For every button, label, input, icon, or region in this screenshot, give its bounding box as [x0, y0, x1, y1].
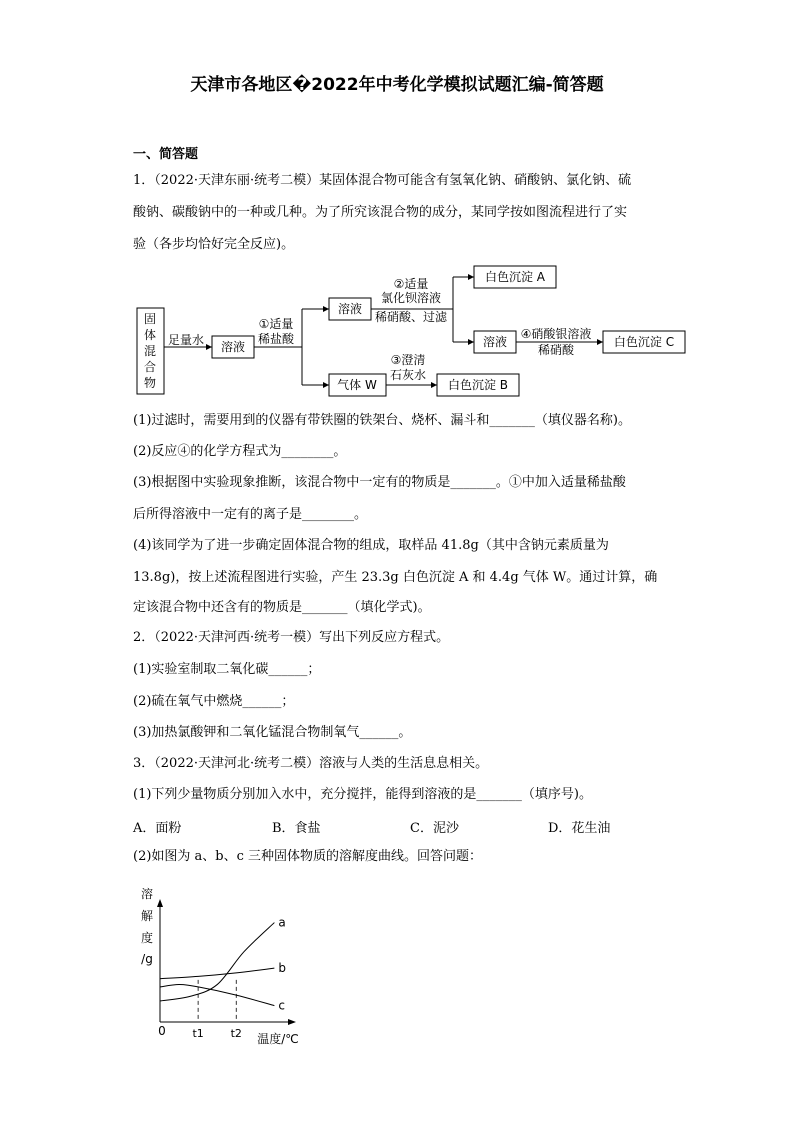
option-d: D．花生油 — [548, 821, 611, 836]
solid-char: 混 — [143, 344, 157, 358]
option-b: B．食盐 — [272, 821, 321, 836]
curve-label-c: c — [278, 998, 285, 1013]
q1-part4-line2: 13.8g)，按上述流程图进行实验，产生 23.3g 白色沉淀 A 和 4.4g 气体 W。通过计算，确 — [133, 570, 658, 585]
q2-part1: (1)实验室制取二氧化碳______； — [133, 662, 321, 677]
precip-c-label: 白色沉淀 C — [613, 335, 675, 349]
solid-char: 合 — [143, 360, 157, 374]
q1-text-line2: 酸钠、碳酸钠中的一种或几种。为了所究该混合物的成分，某同学按如图流程进行了实 — [133, 205, 628, 220]
water-label: 足量水 — [167, 333, 205, 347]
q1-text-line3: 验（各步均恰好完全反应)。 — [133, 237, 295, 252]
arrowhead — [431, 382, 437, 388]
x-axis-arrow — [288, 1019, 296, 1025]
step2-reagent-2: 稀硝酸、过滤 — [374, 310, 448, 324]
solution2-label: 溶液 — [337, 302, 363, 316]
solubility-chart — [141, 886, 299, 1046]
q1-part4-line1: (4)该同学为了进一步确定固体混合物的组成，取样品 41.8g（其中含钠元素质量为 — [133, 538, 609, 553]
step4-label: ④硝酸银溶液 — [520, 327, 592, 341]
q1-part3-line1: (3)根据图中实验现象推断，该混合物中一定有的物质是_______。①中加入适量稀盐酸 — [133, 475, 626, 490]
solid-char: 物 — [143, 376, 157, 390]
step3-label: ③澄清 — [390, 353, 426, 367]
x-tick-label: t2 — [230, 1027, 242, 1040]
option-c: C．泥沙 — [410, 821, 459, 836]
step2-label: ②适量 — [393, 277, 429, 291]
q1-part1: (1)过滤时，需要用到的仪器有带铁圈的铁架台、烧杯、漏斗和_______（填仪器名称)。 — [133, 413, 631, 428]
ylabel-char: 溶 — [140, 887, 154, 901]
arrowhead — [323, 382, 329, 388]
curve-label-b: b — [278, 961, 286, 976]
curve-b — [160, 968, 274, 979]
solution1-label: 溶液 — [220, 340, 246, 354]
ylabel-char: 度 — [140, 931, 154, 945]
y-axis-arrow — [157, 899, 163, 907]
solid-char: 体 — [143, 328, 157, 342]
q1-part3-line2: 后所得溶液中一定有的离子是________。 — [133, 507, 368, 522]
q1-part2: (2)反应④的化学方程式为________。 — [133, 444, 347, 459]
arrowhead — [597, 339, 603, 345]
gas-w-label: 气体 W — [337, 378, 377, 392]
q2-part3: (3)加热氯酸钾和二氧化锰混合物制氧气______。 — [133, 725, 412, 740]
step4-reagent: 稀硝酸 — [537, 343, 575, 357]
x-tick-label: t1 — [192, 1027, 204, 1040]
step1-reagent: 稀盐酸 — [257, 332, 295, 346]
curve-c — [160, 985, 274, 1006]
arrowhead — [468, 339, 474, 345]
ylabel-char: 解 — [140, 909, 154, 923]
option-a: A．面粉 — [133, 821, 182, 836]
q2-intro: 2．（2022·天津河西·统考一模）写出下列反应方程式。 — [133, 630, 450, 645]
step3-reagent: 石灰水 — [389, 368, 427, 382]
origin-label: 0 — [158, 1024, 166, 1038]
curve-a — [160, 923, 274, 1001]
q3-part1: (1)下列少量物质分别加入水中，充分搅拌，能得到溶液的是_______（填序号)。 — [133, 787, 592, 802]
solution3-label: 溶液 — [482, 335, 508, 349]
q2-part2: (2)硫在氧气中燃烧______； — [133, 694, 295, 709]
xlabel: 温度/℃ — [257, 1032, 299, 1046]
q3-part2: (2)如图为 a、b、c 三种固体物质的溶解度曲线。回答问题： — [133, 849, 483, 864]
step2-reagent: 氯化钡溶液 — [380, 291, 442, 305]
precip-b-label: 白色沉淀 B — [447, 378, 509, 392]
q1-text-line1: 1．（2022·天津东丽·统考二模）某固体混合物可能含有氢氧化钠、硝酸钠、氯化钠、硫 — [133, 173, 632, 188]
arrowhead — [206, 344, 212, 350]
arrowhead — [468, 274, 474, 280]
curve-label-a: a — [278, 915, 286, 930]
q1-part4-line3: 定该混合物中还含有的物质是_______（填化学式)。 — [133, 600, 431, 615]
step1-label: ①适量 — [258, 317, 294, 331]
arrowhead — [323, 306, 329, 312]
precip-a-label: 白色沉淀 A — [484, 270, 546, 284]
q3-intro: 3．（2022·天津河北·统考二模）溶液与人类的生活息息相关。 — [133, 756, 489, 771]
ylabel-char: /g — [141, 952, 153, 966]
section-heading: 一、简答题 — [133, 147, 199, 162]
solid-char: 固 — [143, 312, 157, 326]
document-title: 天津市各地区�2022年中考化学模拟试题汇编-简答题 — [190, 75, 604, 95]
